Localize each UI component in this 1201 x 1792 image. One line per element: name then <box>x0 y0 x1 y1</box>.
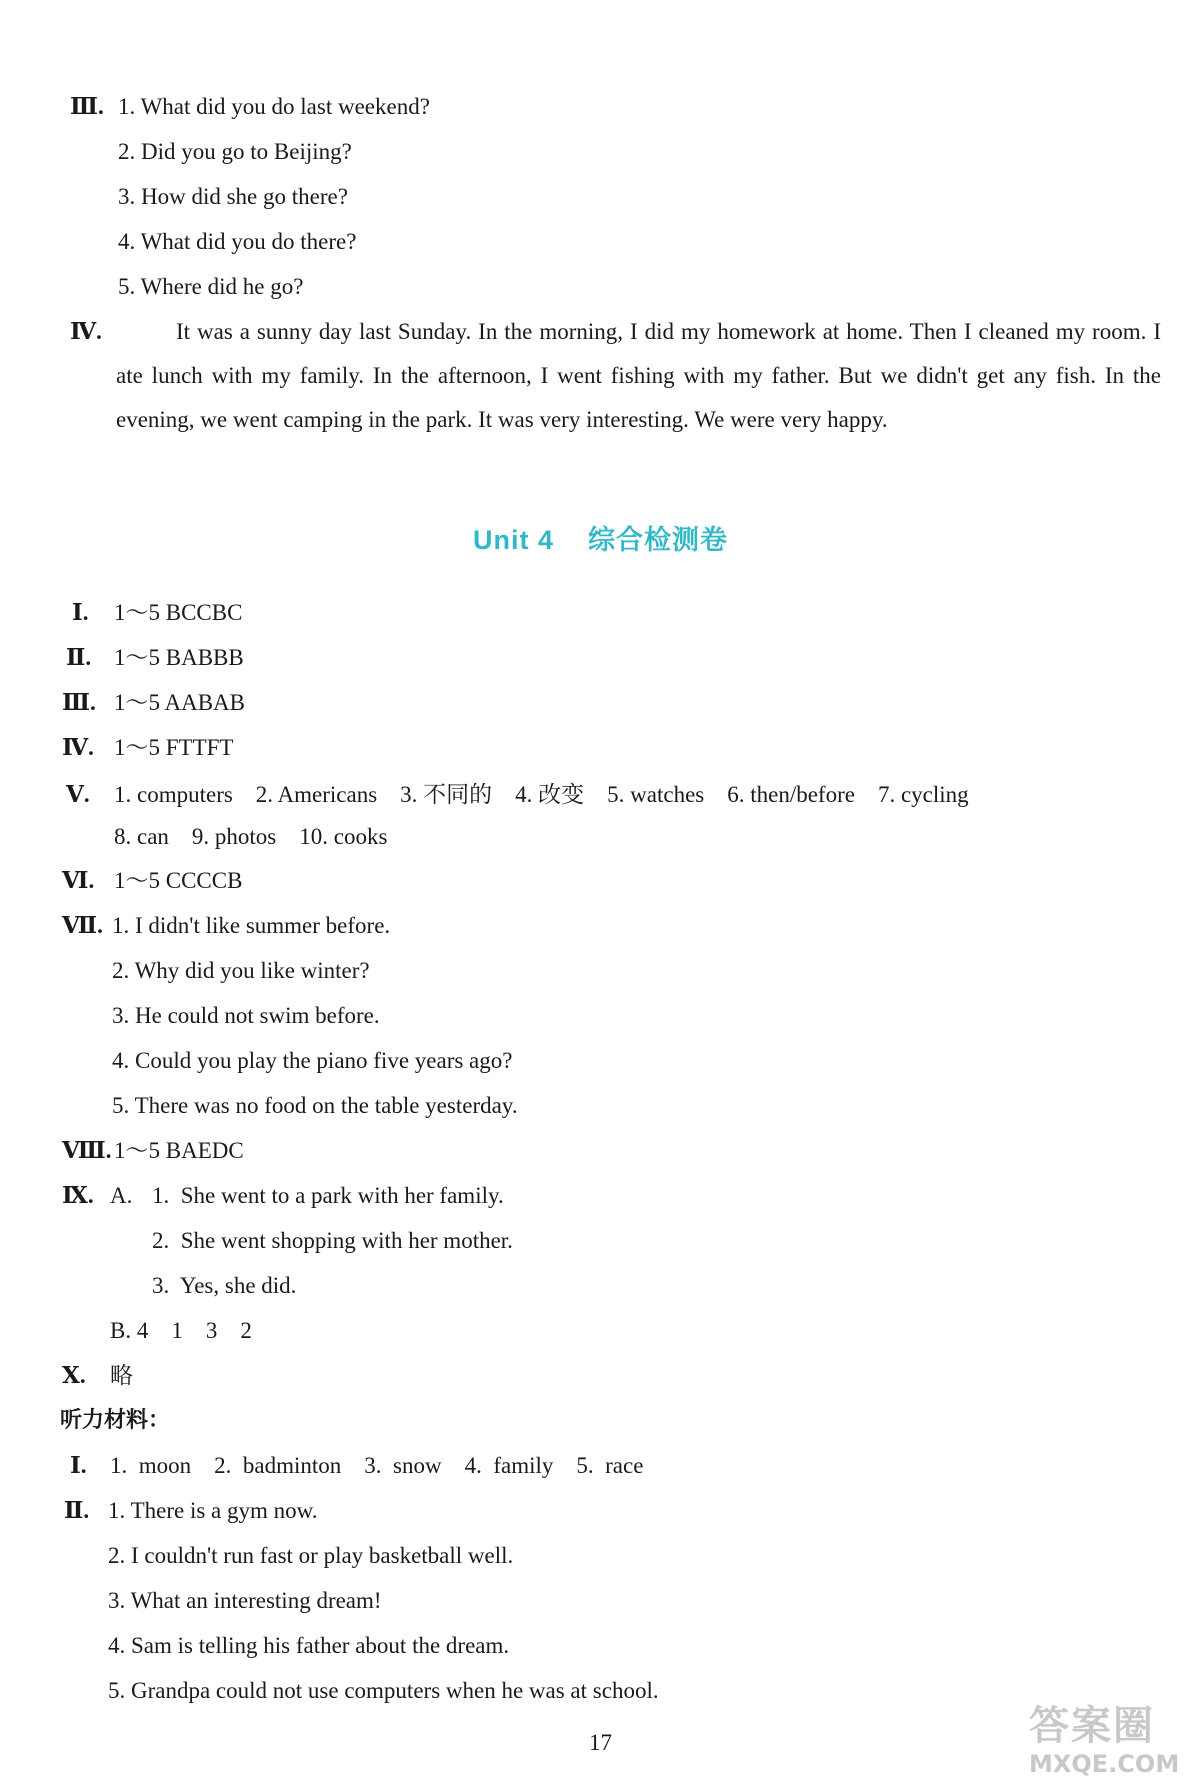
unit-label: Unit 4 <box>472 525 554 555</box>
watermark-logo <box>1029 1702 1179 1784</box>
section-3-item-3: 3. How did she go there? <box>118 184 348 209</box>
section-3-item-1: 1. What did you do last weekend? <box>118 94 430 119</box>
listening-2-item-2: 2. I couldn't run fast or play basketball well. <box>108 1543 514 1568</box>
listening-1-numeral: Ⅰ. <box>70 1453 87 1478</box>
listening-2-item-4: 4. Sam is telling his father about the dream. <box>108 1633 510 1658</box>
section-7-item-4: 4. Could you play the piano five years ago? <box>112 1048 513 1073</box>
page-number: 17 <box>589 1730 612 1755</box>
section-9-a-item-2: 2. She went shopping with her mother. <box>152 1228 513 1253</box>
section-9-part-a-label: A. <box>110 1183 133 1208</box>
section-9-a-item-3: 3. Yes, she did. <box>152 1273 297 1298</box>
section-8-numeral: Ⅷ. <box>62 1138 112 1163</box>
answer-4-numeral: Ⅳ. <box>62 735 94 760</box>
section-6-numeral: Ⅵ. <box>62 868 95 893</box>
section-4-text: It was a sunny day last Sunday. In the morning, I did my homework at home. Then I cleaned my room. I ate lunch with my family. In the afternoon, I went fishing with my father. But we didn't get any fish. In the evening, we went camping in the park. It was very interesting. We were very happy. <box>116 319 1161 432</box>
section-7-numeral: Ⅶ. <box>62 913 103 938</box>
answer-1-text: 1～5 BCCBC <box>114 600 243 625</box>
watermark-en: MXQE.COM <box>1029 1750 1180 1778</box>
section-7-item-2: 2. Why did you like winter? <box>112 958 370 983</box>
section-7-item-3: 3. He could not swim before. <box>112 1003 380 1028</box>
answer-2-numeral: Ⅱ. <box>66 645 92 670</box>
section-7-item-5: 5. There was no food on the table yesterday. <box>112 1093 518 1118</box>
listening-2-item-5: 5. Grandpa could not use computers when he was at school. <box>108 1678 659 1703</box>
section-3-numeral: Ⅲ. <box>70 94 104 119</box>
unit-subtitle: 综合检测卷 <box>588 525 728 555</box>
answer-4-text: 1～5 FTTFT <box>114 735 234 760</box>
answer-2-text: 1～5 BABBB <box>114 645 244 670</box>
section-10-text: 略 <box>110 1363 133 1388</box>
listening-heading: 听力材料： <box>60 1408 171 1433</box>
listening-2-item-3: 3. What an interesting dream! <box>108 1588 382 1613</box>
section-10-numeral: Ⅹ. <box>62 1363 86 1388</box>
section-3-item-5: 5. Where did he go? <box>118 274 304 299</box>
section-6-text: 1～5 CCCCB <box>114 868 243 893</box>
answer-1-numeral: Ⅰ. <box>72 600 89 625</box>
section-5-line-2: 8. can 9. photos 10. cooks <box>114 824 388 849</box>
listening-2-numeral: Ⅱ. <box>64 1498 90 1523</box>
section-8-text: 1～5 BAEDC <box>114 1138 244 1163</box>
section-9-part-b: B. 4 1 3 2 <box>110 1318 252 1343</box>
unit-title <box>0 522 1201 558</box>
section-5-numeral: Ⅴ. <box>66 782 90 807</box>
section-3-item-4: 4. What did you do there? <box>118 229 357 254</box>
watermark-cn: 答案圈 <box>1029 1703 1155 1749</box>
section-5-line-1: 1. computers 2. Americans 3. 不同的 4. 改变 5. watches 6. then/before 7. cycling <box>114 782 969 807</box>
section-4-paragraph <box>116 310 1161 442</box>
section-7-item-1: 1. I didn't like summer before. <box>112 913 391 938</box>
section-3-item-2: 2. Did you go to Beijing? <box>118 139 352 164</box>
section-9-numeral: Ⅸ. <box>62 1183 94 1208</box>
answer-3-numeral: Ⅲ. <box>62 690 96 715</box>
listening-1-text: 1. moon 2. badminton 3. snow 4. family 5. race <box>110 1453 644 1478</box>
section-4-numeral: Ⅳ. <box>70 319 102 344</box>
answer-3-text: 1～5 AABAB <box>114 690 245 715</box>
section-9-a-item-1: 1. She went to a park with her family. <box>152 1183 504 1208</box>
listening-2-item-1: 1. There is a gym now. <box>108 1498 318 1523</box>
